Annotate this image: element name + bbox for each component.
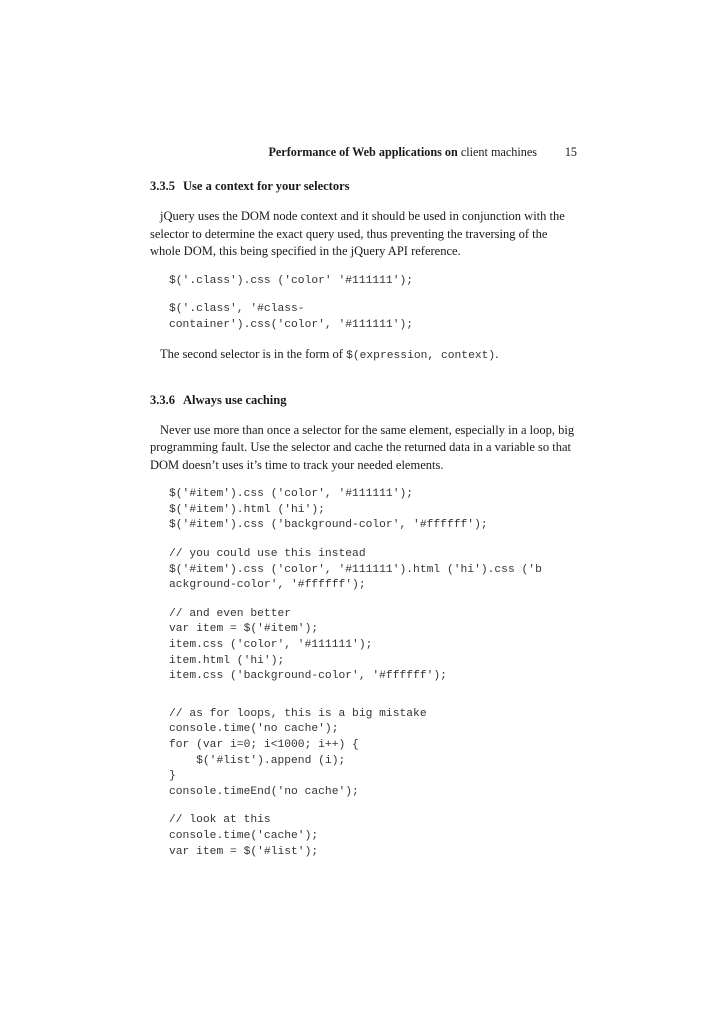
paragraph-context: jQuery uses the DOM node context and it should be used in conjunction with the selector to determine the exact query used, thus preventing the traversing of the whole DOM, this being specified in the jQuery API reference. [150, 209, 565, 258]
code-block-caching-3: // and even better var item = $('#item'); item.css ('color', '#111111'); item.html ('hi'); item.css ('background-color', '#ffffff'); [169, 607, 447, 683]
note-prefix: The second selector is in the form of [160, 347, 343, 362]
paragraph-selector-note [150, 346, 577, 366]
header-title-plain: client machines [460, 145, 537, 159]
code-block-caching-5: // look at this console.time('cache'); var item = $('#list'); [169, 814, 319, 858]
page-number: 15 [564, 145, 577, 159]
code-block-context-1: $('.class').css ('color' '#111111'); [169, 274, 414, 287]
paragraph-caching: Never use more than once a selector for the same element, especially in a loop, big programming fault. Use the selector and cache the returned data in a variable so that DOM doesn’t uses it’s time to track your needed elements. [150, 422, 575, 472]
note-suffix: . [495, 347, 499, 362]
inline-code-expression: $(expression, context) [346, 350, 496, 363]
section-number: 3.3.5 [150, 179, 175, 193]
section-title: Use a context for your selectors [183, 179, 350, 193]
code-block-caching-1: $('#item').css ('color', '#111111'); $('#item').html ('hi'); $('#item').css ('background-color', '#ffffff'); [169, 488, 488, 532]
section-heading-3-3-5 [150, 178, 577, 195]
code-block-caching-4: // as for loops, this is a big mistake console.time('no cache'); for (var i=0; i<1000; i++) { $('#list').append (i); } console.timeEnd('no cache'); [169, 707, 427, 798]
section-number: 3.3.6 [150, 392, 175, 407]
section-title: Always use caching [183, 392, 287, 407]
header-title [268, 144, 537, 160]
page-body [150, 178, 577, 860]
section-heading-3-3-6 [150, 392, 577, 409]
code-block-caching-2: // you could use this instead $('#item').css ('color', '#111111').html ('hi').css ('b ackground-color', '#ffffff'); [169, 548, 542, 592]
header-title-bold: Performance of Web applications on [268, 145, 458, 159]
code-block-context-2: $('.class', '#class- container').css('color', '#111111'); [169, 303, 414, 331]
